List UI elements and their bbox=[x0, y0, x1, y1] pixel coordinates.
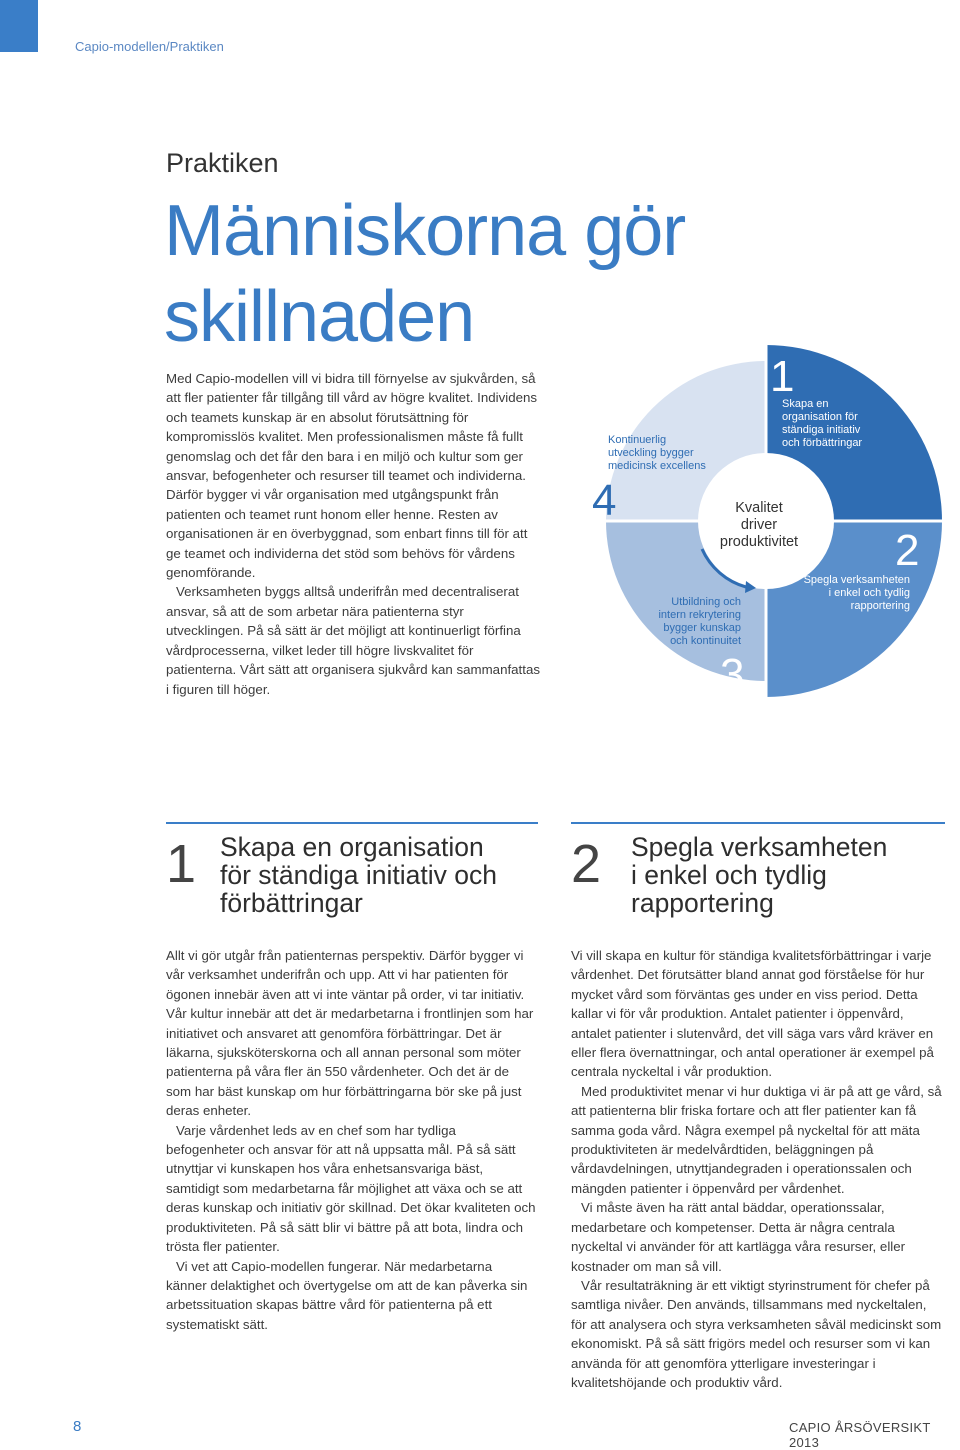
section-1-title bbox=[220, 833, 497, 917]
capio-model-diagram bbox=[570, 345, 960, 715]
section-2-body bbox=[571, 946, 943, 1392]
quadrant-2-number: 2 bbox=[895, 526, 920, 575]
page-number: 8 bbox=[73, 1418, 82, 1435]
quadrant-1-label: ständiga initiativ bbox=[782, 424, 861, 436]
quadrant-3-label: och kontinuitet bbox=[670, 635, 741, 647]
section-2-title-line: Spegla verksamheten bbox=[631, 832, 888, 862]
page-title-line-2: skillnaden bbox=[164, 277, 475, 357]
section-1-title-line: Skapa en organisation bbox=[220, 832, 484, 862]
quadrant-2-label: rapportering bbox=[850, 600, 910, 612]
section-2-title bbox=[631, 833, 887, 917]
capio-model-diagram-svg bbox=[570, 345, 960, 715]
article-kicker: Praktiken bbox=[166, 148, 279, 178]
section-2-title-line: rapportering bbox=[631, 888, 774, 918]
center-label-line: driver bbox=[740, 517, 778, 533]
body-paragraph: Vi vet att Capio-modellen fungerar. När medarbetarna känner delaktighet och övertygelse om att de kan påverka sin arbetssituation skapas bättre vård för patienterna på ett systematiskt sätt. bbox=[166, 1258, 528, 1332]
section-1-heading bbox=[166, 822, 538, 920]
publication-footer: CAPIO ÅRSÖVERSIKT 2013 bbox=[789, 1420, 931, 1450]
quadrant-3-label: bygger kunskap bbox=[663, 622, 741, 634]
quadrant-4-label: Kontinuerlig bbox=[608, 434, 667, 446]
intro-paragraph: Verksamheten byggs alltså underifrån med decentraliserat ansvar, så att de som arbetar nära patienterna styr utvecklingen. På så sätt är det möjligt att kontinuerligt förfina vårdprocesserna, vilket leder till högre livskvalitet för patienterna. Vårt sätt att organisera sjukvård kan sammanfattas i figuren till höger. bbox=[166, 584, 540, 697]
quadrant-3-label: intern rekrytering bbox=[658, 609, 741, 621]
quadrant-4-number: 4 bbox=[592, 476, 617, 525]
center-label-line: Kvalitet bbox=[735, 500, 783, 516]
quadrant-1-label: och förbättringar bbox=[782, 437, 863, 449]
quadrant-4-label: medicinsk excellens bbox=[608, 460, 706, 472]
section-2-heading bbox=[571, 822, 945, 920]
body-paragraph: Vi måste även ha rätt antal bäddar, operationssalar, medarbetare och kompetenser. Detta är några centrala nyckeltal vi använder för att kartlägga våra resurser, eller kostnader om man så vill. bbox=[571, 1200, 906, 1274]
quadrant-2-label: Spegla verksamheten bbox=[803, 574, 910, 586]
body-paragraph: Med produktivitet menar vi hur duktiga vi är på att ge vård, så att patienterna blir friska fortare och att fler patienter kan få samma goda vård. Några exempel på nyckeltal för att mäta produktiviteten är medelvårdtiden, beläggningen på vårdavdelningen, utnyttjandegraden i operationssalen och mängden patienter i öppenvård per vårdenhet. bbox=[571, 1083, 942, 1196]
section-1-number: 1 bbox=[166, 834, 197, 894]
section-1-body bbox=[166, 946, 536, 1334]
body-paragraph: Vi vill skapa en kultur för ständiga kvalitetsförbättringar i varje vårdenhet. Det förutsätter bland annat god förståelse för hur mycket vård som förväntas ges under en viss period. Detta kallar vi för vår produktion. Antalet patienter i öppenvård, antalet patienter i slutenvård, det vill säga vars vård kräver en eller flera övernattningar, och antal operationer är exempel på centrala nyckeltal i vår produktion. bbox=[571, 948, 934, 1080]
quadrant-1-number: 1 bbox=[770, 352, 795, 401]
body-paragraph: Allt vi gör utgår från patienternas perspektiv. Därför bygger vi vår verksamhet underifrån och upp. Att vi har patienten för ögonen innebär även att vi inte väntar på order, vi tar initiativ. Vår kultur innebär att det är medarbetarna i frontlinjen som har initiativet och ansvaret att genomföra förbättringar. Det är läkarna, sjuksköterskorna och all annan personal som möter patienterna på våra fler än 550 vårdenheter. Och det är de som har bäst kunskap om hur förbättringarna bör ske på just deras enheter. bbox=[166, 948, 534, 1119]
intro-paragraph: Med Capio-modellen vill vi bidra till förnyelse av sjukvården, så att fler patienter får tillgång till vård av högre kvalitet. Individens och teamets kunskap är en absolut förutsättning för kompromisslös kvalitet. Men professionalismen måste få fullt genomslag och det får den bara i en miljö och kultur som ger ansvar, befogenheter och resurser till teamet och individerna. Därför bygger vi vår organisation med utgångspunkt från patienten och teamet runt honom eller henne. Resten av organisationen är en överbyggnad, som enbart finns till för att ge teamet och individerna det stöd som behövs för vårdens genomförande. bbox=[166, 371, 538, 581]
section-1-title-line: förbättringar bbox=[220, 888, 363, 918]
quadrant-1-label: organisation för bbox=[782, 411, 858, 423]
body-paragraph: Varje vårdenhet leds av en chef som har tydliga befogenheter och ansvar för att nå uppsatta mål. På så sätt utnyttjar vi kunskapen hos våra enhetsansvariga bäst, samtidigt som medarbetarna får möjlighet att växa och se att deras kunskap och initiativ gör skillnad. Det ökar kvaliteten och produktiviteten. På så sätt blir vi bättre på att bota, lindra och trösta fler patienter. bbox=[166, 1122, 536, 1255]
section-tab-marker bbox=[0, 0, 38, 52]
section-2-number: 2 bbox=[571, 834, 602, 894]
quadrant-1-label: Skapa en bbox=[782, 398, 829, 410]
page-title bbox=[164, 188, 764, 360]
quadrant-3-label: Utbildning och bbox=[671, 596, 741, 608]
quadrant-2-label: i enkel och tydlig bbox=[828, 587, 910, 599]
section-2-title-line: i enkel och tydlig bbox=[631, 860, 827, 890]
section-1-title-line: för ständiga initiativ och bbox=[220, 860, 497, 890]
intro-text bbox=[166, 369, 542, 699]
quadrant-3-number: 3 bbox=[720, 650, 745, 699]
body-paragraph: Vår resultaträkning är ett viktigt styrinstrument för chefer på samtliga nivåer. Den används, tillsammans med nyckeltalen, för att analysera och styra verksamheten såväl medicinskt som ekonomiskt. På så sätt frigörs medel och resurser som vi kan använda för att genomföra ytterligare investeringar i kvalitetshöjande och produktiv vård. bbox=[571, 1277, 942, 1390]
center-label-line: produktivitet bbox=[719, 534, 799, 550]
page-title-line-1: Människorna gör bbox=[164, 191, 686, 271]
breadcrumb: Capio-modellen/Praktiken bbox=[75, 39, 224, 54]
quadrant-4-label: utveckling bygger bbox=[608, 447, 694, 459]
